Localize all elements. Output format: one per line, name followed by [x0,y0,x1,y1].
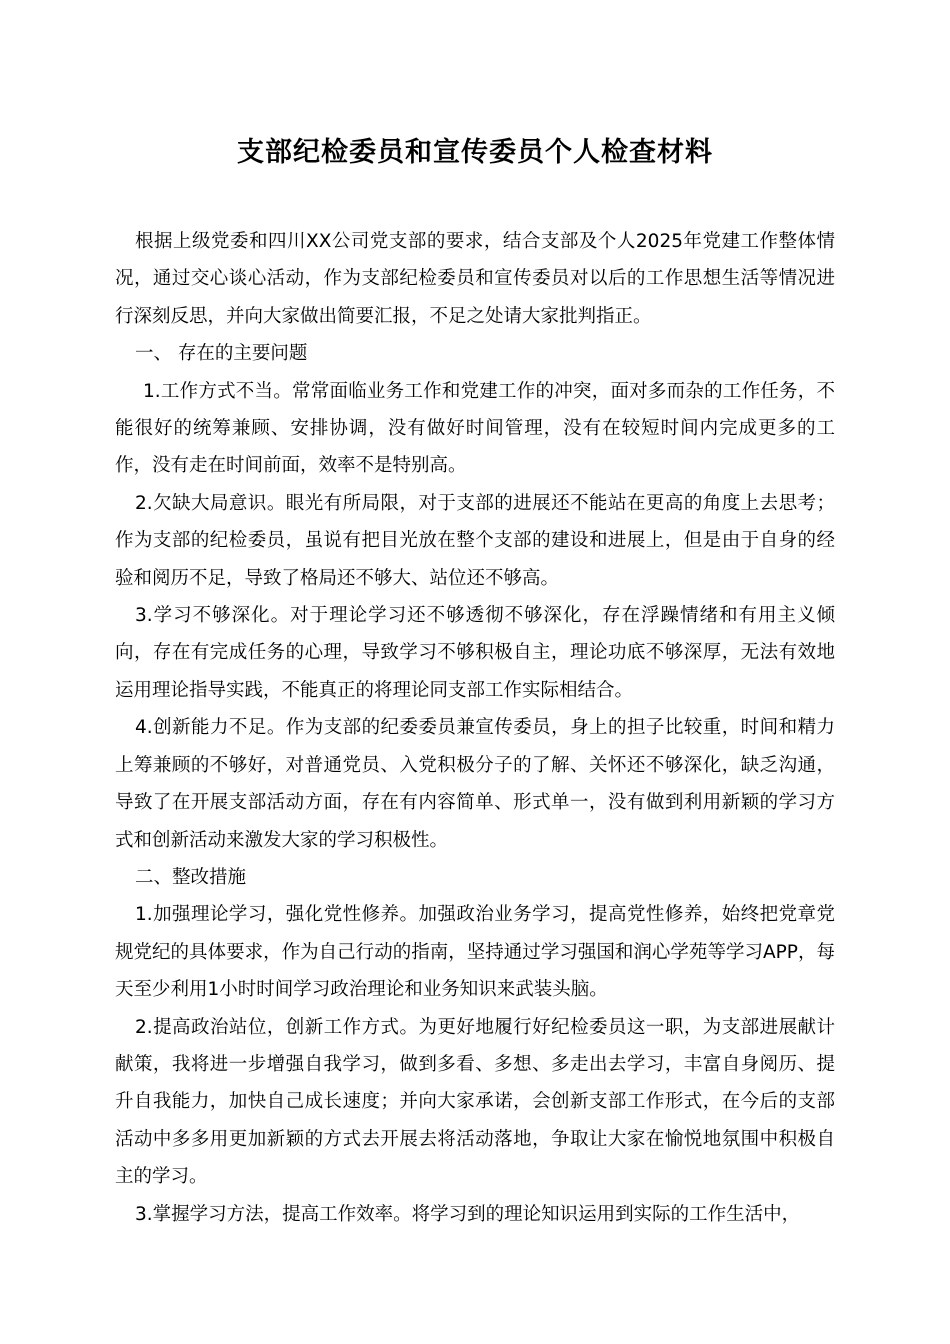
problem-paragraph: 3.学习不够深化。对于理论学习还不够透彻不够深化，存在浮躁情绪和有用主义倾向，存在有完成任务的心理，导致学习不够积极自主，理论功底不够深厚，无法有效地运用理论指导实践，不能真正的将理论同支部工作实际相结合。 [115,605,835,701]
intro-paragraph: 根据上级党委和四川XX公司党支部的要求，结合支部及个人2025年党建工作整体情况，通过交心谈心活动，作为支部纪检委员和宣传委员对以后的工作思想生活等情况进行深刻反思，并向大家做出简要汇报，不足之处请大家批判指正。 [115,231,835,327]
document-title: 支部纪检委员和宣传委员个人检查材料 [237,137,713,168]
problem-paragraph: 2.欠缺大局意识。眼光有所局限，对于支部的进展还不能站在更高的角度上去思考；作为支部的纪检委员，虽说有把目光放在整个支部的建设和进展上，但是由于自身的经验和阅历不足，导致了格局还不够大、站位还不够高。 [115,492,835,589]
measure-paragraph: 2.提高政治站位，创新工作方式。为更好地履行好纪检委员这一职，为支部进展献计献策，我将进一步增强自我学习，做到多看、多想、多走出去学习，丰富自身阅历、提升自我能力，加快自己成长速度；并向大家承诺，会创新支部工作形式，在今后的支部活动中多多用更加新颖的方式去开展去将活动落地，争取让大家在愉悦地氛围中积极自主的学习。 [115,1016,835,1188]
problem-paragraph: 4.创新能力不足。作为支部的纪委委员兼宣传委员，身上的担子比较重，时间和精力上筹兼顾的不够好，对普通党员、入党积极分子的了解、关怀还不够深化，缺乏沟通，导致了在开展支部活动方面，存在有内容简单、形式单一，没有做到利用新颖的学习方式和创新活动来激发大家的学习积极性。 [115,717,835,851]
document-body [115,223,835,1233]
section-heading-problems: 一、 存在的主要问题 [135,343,308,365]
problem-paragraph: 1.工作方式不当。常常面临业务工作和党建工作的冲突，面对多而杂的工作任务，不能很好的统筹兼顾、安排协调，没有做好时间管理，没有在较短时间内完成更多的工作，没有走在时间前面，效率不是特别高。 [115,380,835,477]
section-heading-measures: 二、整改措施 [135,866,247,888]
measure-paragraph: 1.加强理论学习，强化党性修养。加强政治业务学习，提高党性修养，始终把党章党规党纪的具体要求，作为自己行动的指南，坚持通过学习强国和润心学苑等学习APP，每天至少利用1小时时间学习政治理论和业务知识来武装头脑。 [115,904,835,1001]
measure-paragraph: 3.掌握学习方法，提高工作效率。将学习到的理论知识运用到实际的工作生活中， [135,1203,801,1225]
